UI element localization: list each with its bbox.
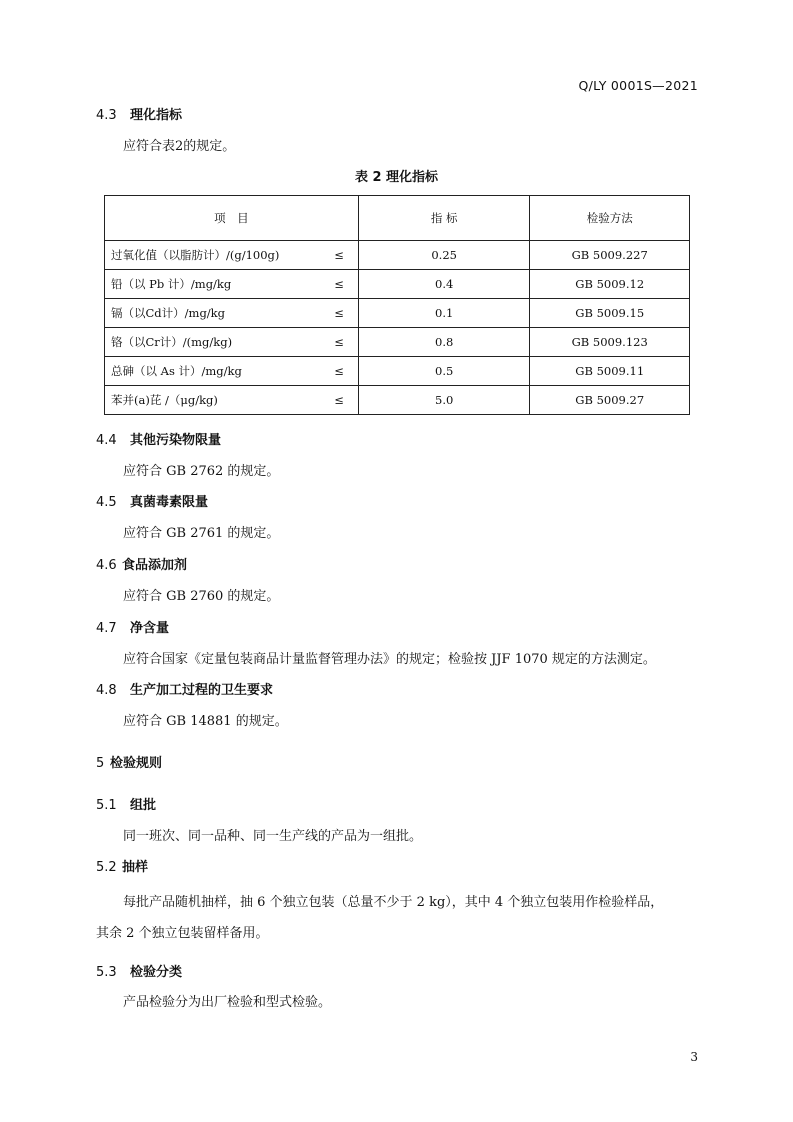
table-header-row xyxy=(105,196,690,241)
less-equal-symbol: ≤ xyxy=(334,306,344,320)
row-item-cell xyxy=(105,299,359,328)
row-item: 铅（以 Pb 计）/mg/kg xyxy=(111,277,232,291)
paragraph-4-4: 应符合 GB 2762 的规定。 xyxy=(123,464,280,479)
paragraph-4-5: 应符合 GB 2761 的规定。 xyxy=(123,526,280,541)
header-method: 检验方法 xyxy=(530,196,690,241)
section-title: 理化指标 xyxy=(130,108,183,123)
heading-4-3 xyxy=(96,104,182,123)
section-number: 5 xyxy=(96,756,105,771)
section-number: 4.8 xyxy=(96,683,117,698)
row-item: 苯并(a)芘 /（μg/kg) xyxy=(111,393,218,407)
document-code: Q/LY 0001S—2021 xyxy=(578,78,698,93)
paragraph-4-8: 应符合 GB 14881 的规定。 xyxy=(123,714,288,729)
section-number: 4.5 xyxy=(96,495,117,510)
less-equal-symbol: ≤ xyxy=(334,248,344,262)
heading-5-3 xyxy=(96,961,182,980)
row-value: 5.0 xyxy=(358,386,530,415)
table-row xyxy=(105,386,690,415)
heading-4-4 xyxy=(96,429,221,448)
section-title: 生产加工过程的卫生要求 xyxy=(130,683,274,698)
section-title: 食品添加剂 xyxy=(122,558,188,573)
row-method: GB 5009.15 xyxy=(530,299,690,328)
table-row xyxy=(105,328,690,357)
less-equal-symbol: ≤ xyxy=(334,277,344,291)
table-row xyxy=(105,270,690,299)
row-item: 铬（以Cr计）/(mg/kg) xyxy=(111,335,233,349)
section-title: 净含量 xyxy=(130,621,170,636)
header-item: 项 目 xyxy=(105,196,359,241)
row-item: 总砷（以 As 计）/mg/kg xyxy=(111,364,242,378)
less-equal-symbol: ≤ xyxy=(334,335,344,349)
paragraph-4-3: 应符合表2的规定。 xyxy=(123,139,236,154)
row-item: 过氧化值（以脂肪计）/(g/100g) xyxy=(111,248,280,262)
section-title: 组批 xyxy=(130,798,157,813)
less-equal-symbol: ≤ xyxy=(334,364,344,378)
row-method: GB 5009.11 xyxy=(530,357,690,386)
heading-4-7 xyxy=(96,617,169,636)
heading-4-6 xyxy=(96,554,187,573)
row-item-cell xyxy=(105,328,359,357)
section-title: 抽样 xyxy=(122,860,149,875)
heading-5 xyxy=(96,752,162,771)
header-value: 指 标 xyxy=(358,196,530,241)
section-title: 真菌毒素限量 xyxy=(130,495,209,510)
page-number: 3 xyxy=(690,1050,698,1064)
heading-4-5 xyxy=(96,491,208,510)
section-title: 其他污染物限量 xyxy=(130,433,222,448)
row-item-cell xyxy=(105,386,359,415)
row-value: 0.25 xyxy=(358,241,530,270)
row-method: GB 5009.123 xyxy=(530,328,690,357)
section-title: 检验分类 xyxy=(130,965,183,980)
row-item-cell xyxy=(105,241,359,270)
row-value: 0.4 xyxy=(358,270,530,299)
row-method: GB 5009.12 xyxy=(530,270,690,299)
heading-5-2 xyxy=(96,856,148,875)
paragraph-4-6: 应符合 GB 2760 的规定。 xyxy=(123,589,280,604)
paragraph-5-2-line2: 其余 2 个独立包装留样备用。 xyxy=(96,926,269,941)
row-method: GB 5009.27 xyxy=(530,386,690,415)
section-number: 4.4 xyxy=(96,433,117,448)
paragraph-5-1: 同一班次、同一品种、同一生产线的产品为一组批。 xyxy=(123,829,423,844)
section-number: 5.3 xyxy=(96,965,117,980)
row-method: GB 5009.227 xyxy=(530,241,690,270)
row-item: 镉（以Cd计）/mg/kg xyxy=(111,306,226,320)
row-value: 0.8 xyxy=(358,328,530,357)
less-equal-symbol: ≤ xyxy=(334,393,344,407)
table-row xyxy=(105,299,690,328)
row-value: 0.1 xyxy=(358,299,530,328)
section-number: 4.6 xyxy=(96,558,117,573)
section-number: 5.1 xyxy=(96,798,117,813)
paragraph-5-3: 产品检验分为出厂检验和型式检验。 xyxy=(123,995,332,1010)
row-value: 0.5 xyxy=(358,357,530,386)
table-row xyxy=(105,357,690,386)
section-number: 4.3 xyxy=(96,108,117,123)
table-title: 表 2 理化指标 xyxy=(354,170,439,185)
heading-5-1 xyxy=(96,794,156,813)
paragraph-4-7: 应符合国家《定量包装商品计量监督管理办法》的规定；检验按 JJF 1070 规定的方法测定。 xyxy=(123,652,656,667)
row-item-cell xyxy=(105,270,359,299)
section-number: 5.2 xyxy=(96,860,117,875)
paragraph-5-2-line1: 每批产品随机抽样，抽 6 个独立包装（总量不少于 2 kg），其中 4 个独立包装用作检验样品， xyxy=(123,895,664,910)
heading-4-8 xyxy=(96,679,273,698)
section-title: 检验规则 xyxy=(110,756,163,771)
row-item-cell xyxy=(105,357,359,386)
section-number: 4.7 xyxy=(96,621,117,636)
table-row xyxy=(105,241,690,270)
spec-table xyxy=(104,195,690,415)
